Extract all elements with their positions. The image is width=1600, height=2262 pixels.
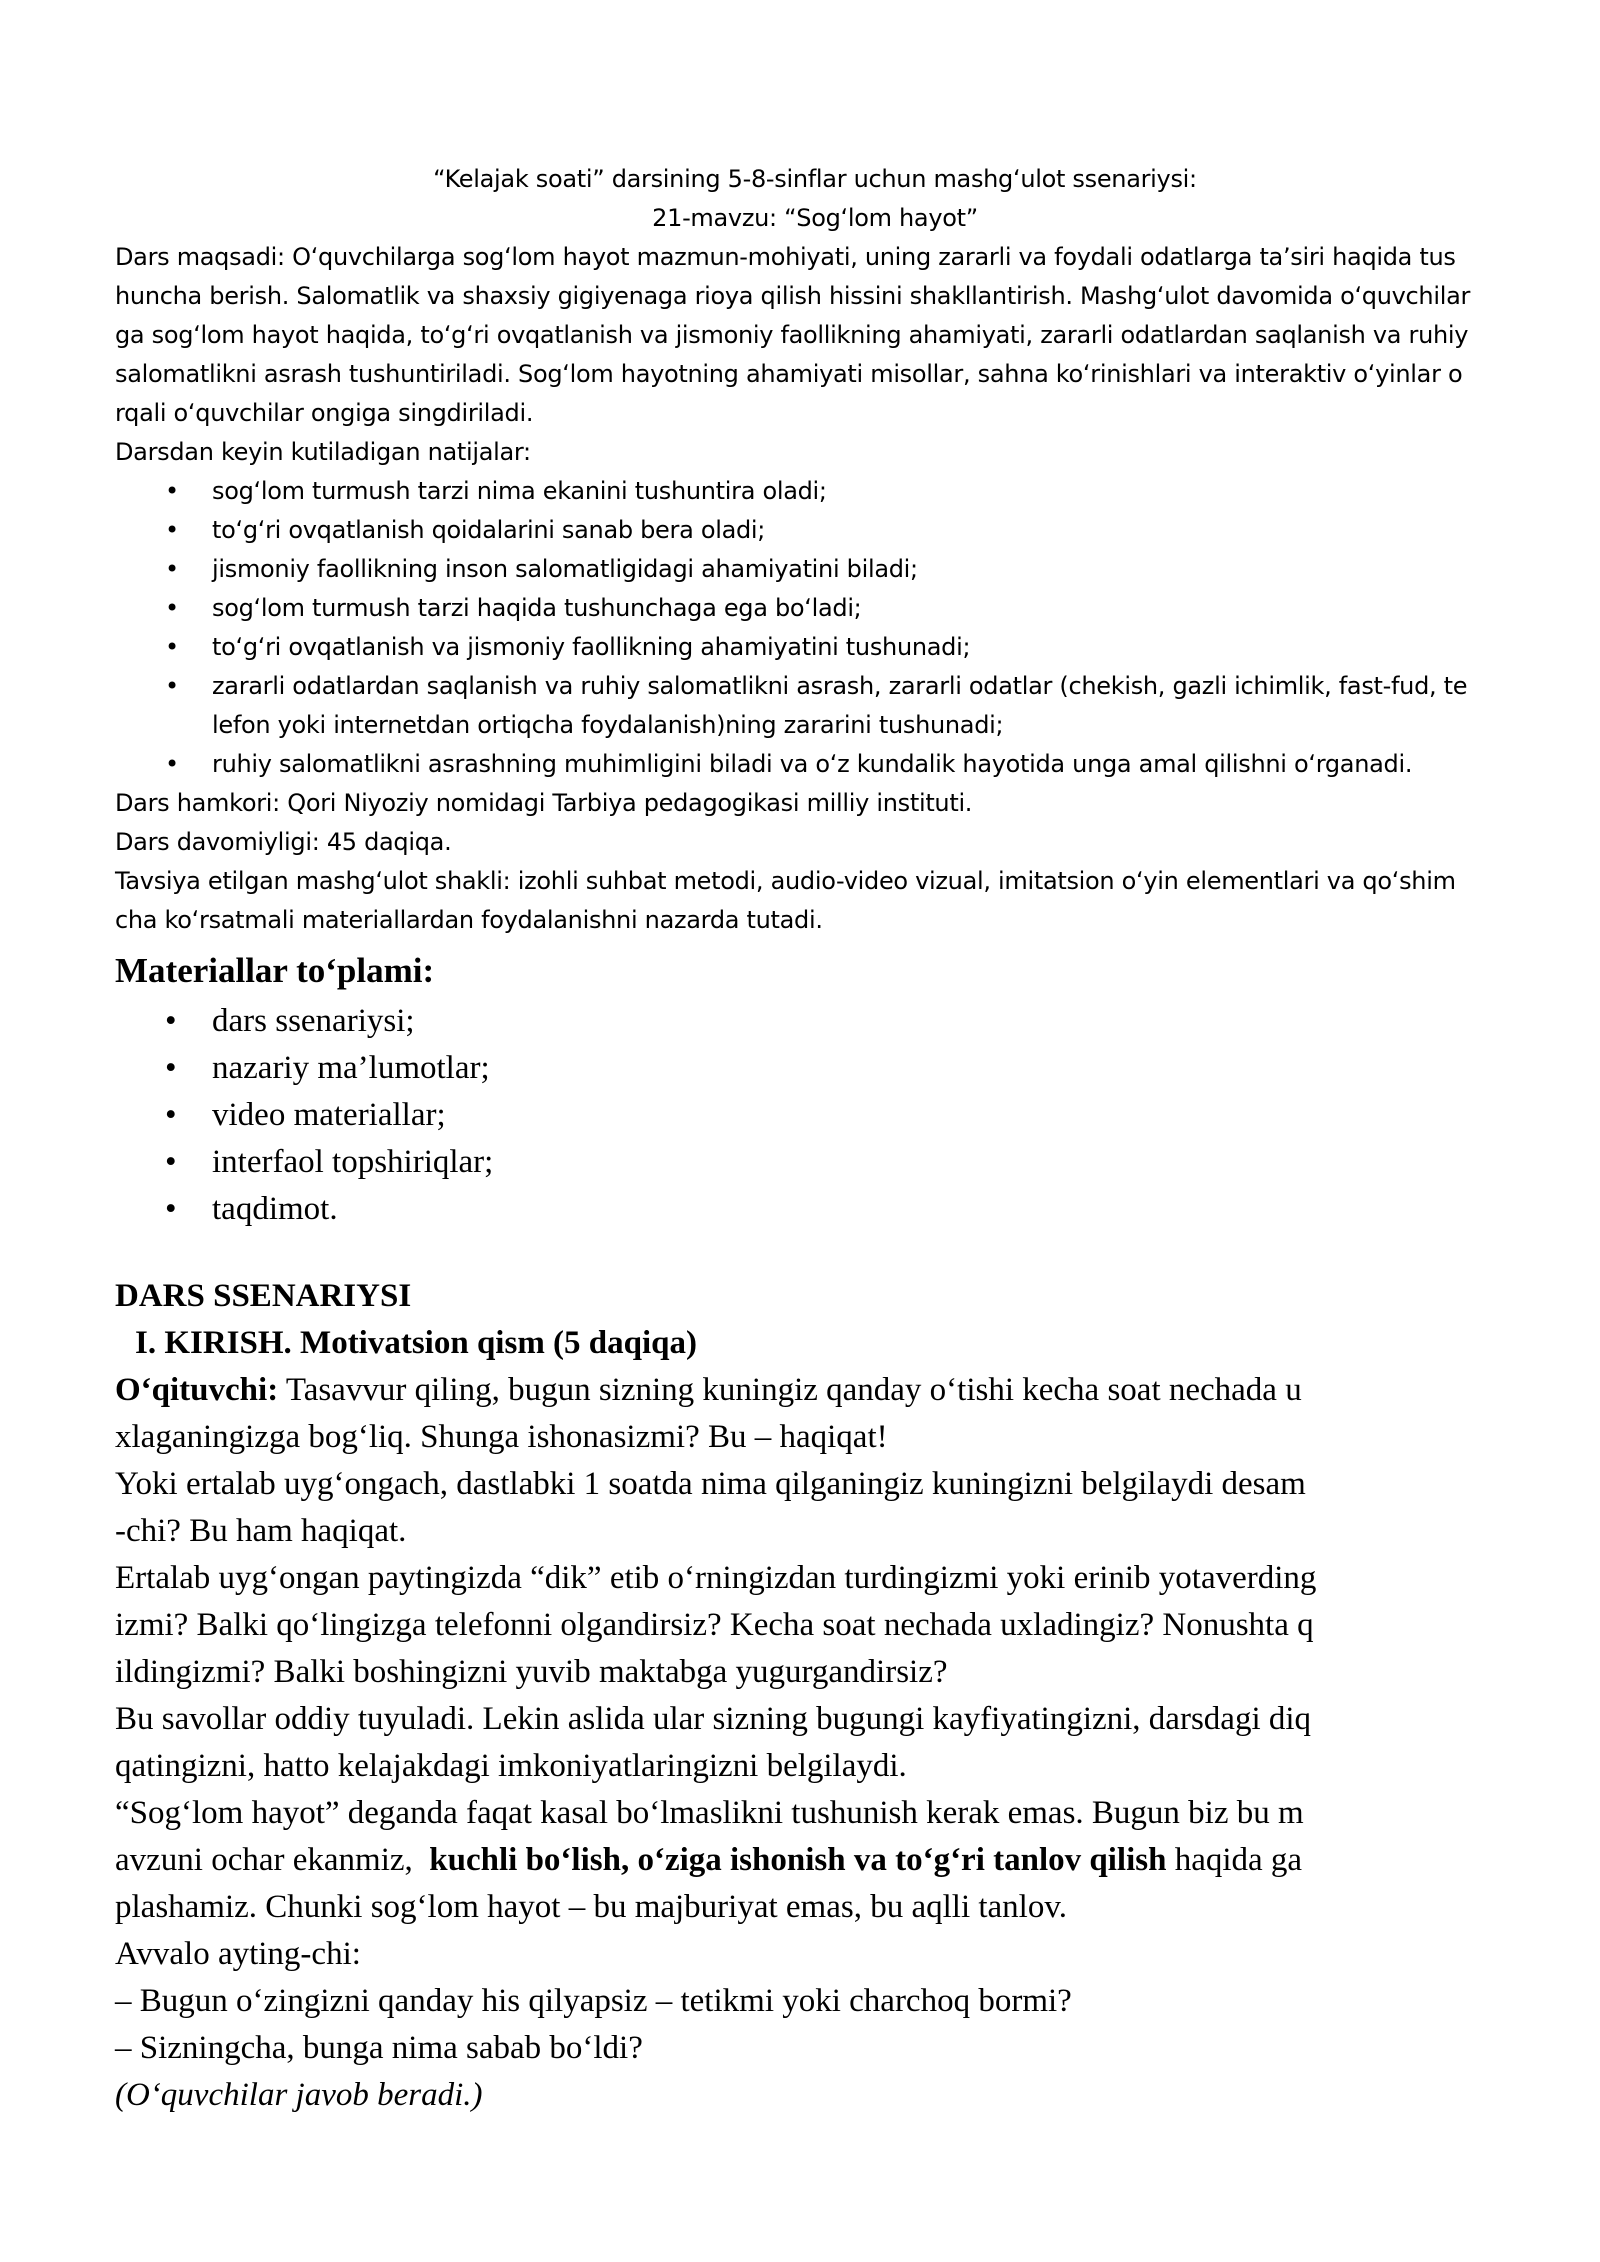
- list-item-line: lefon yoki internetdan ortiqcha foydalanish)ning zararini tushunadi;: [212, 711, 1004, 739]
- scenario-paragraph: [115, 1367, 1515, 1461]
- list-item: • toʻgʻri ovqatlanish va jismoniy faollikning ahamiyatini tushunadi;: [115, 628, 1515, 667]
- lesson-details: [115, 784, 1515, 940]
- expected-results-list: [115, 472, 1515, 784]
- expected-results-label: Darsdan keyin kutiladigan natijalar:: [115, 438, 531, 466]
- paragraph-text: Tasavvur qiling, bugun sizning kuningiz qanday oʻtishi kecha soat nechada u: [278, 1372, 1302, 1408]
- lesson-partner: Dars hamkori: Qori Niyoziy nomidagi Tarbiya pedagogikasi milliy instituti.: [115, 789, 973, 817]
- paragraph-line: ildingizmi? Balki boshingizni yuvib maktabga yugurgandirsiz?: [115, 1654, 948, 1690]
- expected-results: [115, 433, 1515, 784]
- lesson-duration: Dars davomiyligi: 45 daqiqa.: [115, 828, 452, 856]
- list-item: • interfaol topshiriqlar;: [115, 1139, 1515, 1186]
- paragraph-line: Bu savollar oddiy tuyuladi. Lekin aslida ular sizning bugungi kayfiyatingizni, darsdagi diq: [115, 1701, 1312, 1737]
- paragraph-line: “Sogʻlom hayot” deganda faqat kasal boʻlmaslikni tushunish kerak emas. Bugun biz bu m: [115, 1795, 1304, 1831]
- lesson-form-line: Tavsiya etilgan mashgʻulot shakli: izohli suhbat metodi, audio-video vizual, imitatsion oʻyin elementlari va qoʻshim: [115, 867, 1456, 895]
- paragraph-line: Yoki ertalab uygʻongach, dastlabki 1 soatda nima qilganingiz kuningizni belgilaydi desam: [115, 1466, 1306, 1502]
- document-header: [115, 160, 1515, 238]
- paragraph-line: [115, 1367, 1515, 1414]
- paragraph-text: avzuni ochar ekanmiz,: [115, 1842, 430, 1878]
- list-item: • sogʻlom turmush tarzi nima ekanini tushuntira oladi;: [115, 472, 1515, 511]
- materials-list: [115, 998, 1515, 1233]
- paragraph-line: qatingizni, hatto kelajakdagi imkoniyatlaringizni belgilaydi.: [115, 1748, 907, 1784]
- paragraph-text: haqida ga: [1166, 1842, 1303, 1878]
- teacher-label: Oʻqituvchi:: [115, 1372, 279, 1408]
- paragraph-line: [115, 1837, 1515, 1884]
- question-line: – Sizningcha, bunga nima sabab boʻldi?: [115, 2030, 643, 2066]
- scenario-paragraph: [115, 1555, 1515, 1696]
- list-item: [115, 667, 1515, 745]
- list-item-line: • zararli odatlardan saqlanish va ruhiy salomatlikni asrash, zararli odatlar (chekish, gazli ichimlik, fast-fud, te: [212, 672, 1468, 700]
- scenario-paragraph: [115, 1461, 1515, 1555]
- list-item: • dars ssenariysi;: [115, 998, 1515, 1045]
- scenario-heading: DARS SSENARIYSI: [115, 1278, 412, 1314]
- scenario-paragraph: [115, 1931, 1515, 2119]
- materials-section: [115, 948, 1515, 1233]
- question-line: – Bugun oʻzingizni qanday his qilyapsiz – tetikmi yoki charchoq bormi?: [115, 1983, 1072, 2019]
- purpose-line: rqali oʻquvchilar ongiga singdiriladi.: [115, 399, 534, 427]
- lesson-purpose: [115, 238, 1515, 433]
- emphasis-text: kuchli boʻlish, oʻziga ishonish va toʻgʻri tanlov qilish: [429, 1842, 1167, 1878]
- paragraph-line: plashamiz. Chunki sogʻlom hayot – bu majburiyat emas, bu aqlli tanlov.: [115, 1889, 1067, 1925]
- scenario-section: [115, 1273, 1515, 2119]
- list-item: • taqdimot.: [115, 1186, 1515, 1233]
- list-item: • video materiallar;: [115, 1092, 1515, 1139]
- paragraph-line: -chi? Bu ham haqiqat.: [115, 1513, 407, 1549]
- list-item: • jismoniy faollikning inson salomatligidagi ahamiyatini biladi;: [115, 550, 1515, 589]
- paragraph-line: izmi? Balki qoʻlingizga telefonni olgandirsiz? Kecha soat nechada uxladingiz? Nonushta q: [115, 1607, 1314, 1643]
- document-title: “Kelajak soati” darsining 5-8-sinflar uchun mashgʻulot ssenariysi:: [433, 165, 1197, 193]
- materials-heading: Materiallar toʻplami:: [115, 951, 435, 990]
- list-item: • toʻgʻri ovqatlanish qoidalarini sanab bera oladi;: [115, 511, 1515, 550]
- purpose-line: salomatlikni asrash tushuntiriladi. Sogʻlom hayotning ahamiyati misollar, sahna koʻrinishlari va interaktiv oʻyinlar o: [115, 360, 1463, 388]
- lesson-form-line: cha koʻrsatmali materiallardan foydalanishni nazarda tutadi.: [115, 906, 823, 934]
- list-item: • nazariy ma’lumotlar;: [115, 1045, 1515, 1092]
- list-item: • ruhiy salomatlikni asrashning muhimligini biladi va oʻz kundalik hayotida unga amal qilishni oʻrganadi.: [115, 745, 1515, 784]
- scenario-paragraph: [115, 1696, 1515, 1790]
- paragraph-line: Ertalab uygʻongan paytingizda “dik” etib oʻrningizdan turdingizmi yoki erinib yotaverding: [115, 1560, 1317, 1596]
- purpose-line: huncha berish. Salomatlik va shaxsiy gigiyenaga rioya qilish hissini shakllantirish. Mashgʻulot davomida oʻquvchilar: [115, 282, 1471, 310]
- purpose-line: Dars maqsadi: Oʻquvchilarga sogʻlom hayot mazmun-mohiyati, uning zararli va foydali odatlarga ta’siri haqida tus: [115, 243, 1456, 271]
- paragraph-line: xlaganingizga bogʻliq. Shunga ishonasizmi? Bu – haqiqat!: [115, 1419, 888, 1455]
- document-page: [115, 160, 1515, 2119]
- list-item: • sogʻlom turmush tarzi haqida tushunchaga ega boʻladi;: [115, 589, 1515, 628]
- stage-note: (Oʻquvchilar javob beradi.): [115, 2077, 483, 2113]
- scenario-paragraph: [115, 1790, 1515, 1931]
- topic-title: 21-mavzu: “Sogʻlom hayot”: [652, 204, 978, 232]
- purpose-line: ga sogʻlom hayot haqida, toʻgʻri ovqatlanish va jismoniy faollikning ahamiyati, zararli odatlardan saqlanish va ruhiy: [115, 321, 1469, 349]
- part-heading: I. KIRISH. Motivatsion qism (5 daqiqa): [135, 1325, 698, 1361]
- paragraph-line: Avvalo ayting-chi:: [115, 1936, 361, 1972]
